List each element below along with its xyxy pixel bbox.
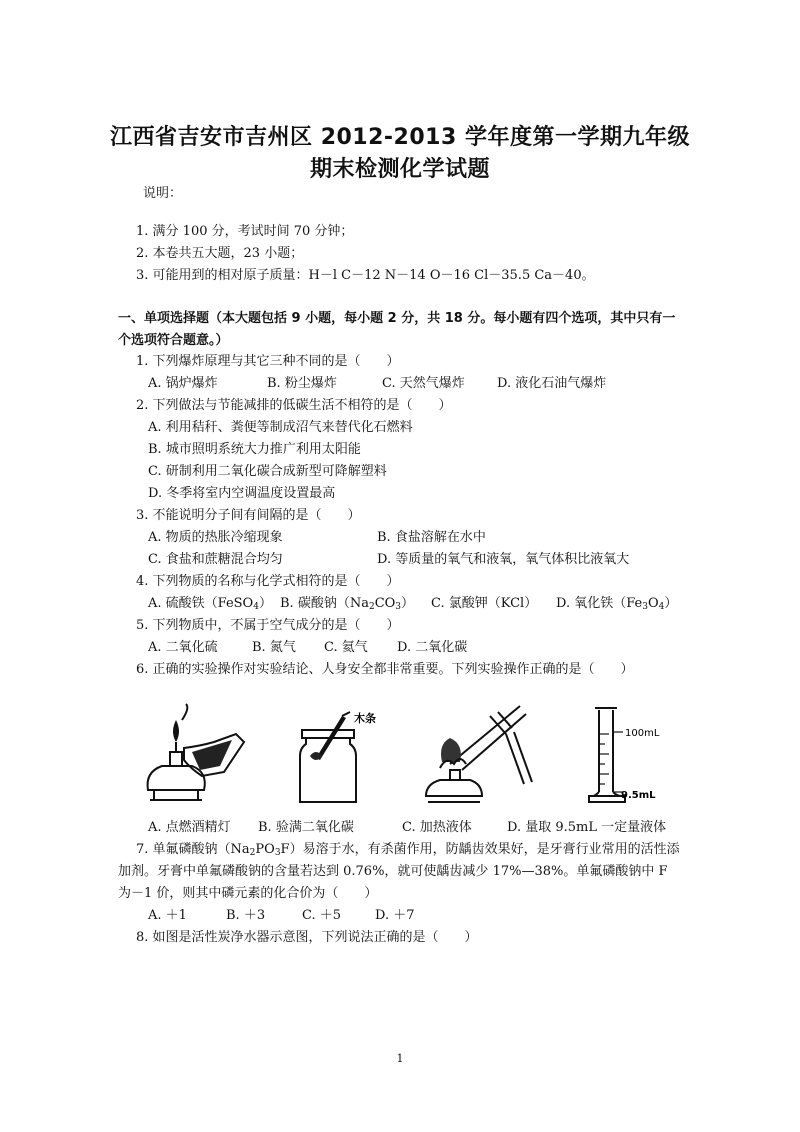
q3-stem: 3. 不能说明分子间有间隔的是（ ） — [136, 508, 361, 523]
q7-line3: 为－1 价，则其中磷元素的化合价为（ ） — [118, 886, 378, 901]
figure-measuring-cylinder — [585, 704, 695, 806]
intro-label: 说明： — [143, 186, 183, 201]
q5-option-c: C. 氦气 — [324, 640, 368, 655]
q7-option-b: B. ＋3 — [226, 908, 266, 923]
q7-option-c: C. ＋5 — [302, 908, 342, 923]
q2-option-d: D. 冬季将室内空调温度设置最高 — [148, 486, 336, 501]
document-title-line2: 期末检测化学试题 — [309, 157, 490, 182]
document-title-line1: 江西省吉安市吉州区 2012-2013 学年度第一学期九年级 — [110, 125, 690, 150]
q3-option-c: C. 食盐和蔗糖混合均匀 — [148, 552, 283, 567]
q7-line2: 加剂。牙膏中单氟磷酸钠的含量若达到 0.76%，就可使龋齿减少 17%—38%。单氟磷酸钠中 F — [118, 864, 668, 879]
q1-option-a: A. 锅炉爆炸 — [148, 376, 218, 391]
q3-option-a: A. 物质的热胀冷缩现象 — [148, 530, 283, 545]
q2-option-c: C. 研制利用二氧化碳合成新型可降解塑料 — [148, 464, 387, 479]
q8-stem: 8. 如图是活性炭净水器示意图，下列说法正确的是（ ） — [136, 930, 478, 945]
q7-option-d: D. ＋7 — [375, 908, 415, 923]
q1-option-c: C. 天然气爆炸 — [382, 376, 465, 391]
q3-option-d: D. 等质量的氧气和液氧，氧气体积比液氧大 — [377, 552, 630, 567]
q6-option-b: B. 验满二氧化碳 — [258, 820, 354, 835]
label-9-5ml: 9.5mL — [621, 790, 656, 801]
q4-stem: 4. 下列物质的名称与化学式相符的是（ ） — [136, 574, 400, 589]
intro-item-2: 2. 本卷共五大题，23 小题； — [136, 246, 304, 261]
q5-stem: 5. 下列物质中，不属于空气成分的是（ ） — [136, 618, 400, 633]
q4-option-b: B. 碳酸钠$(Na_2CO_3)$ — [280, 596, 415, 612]
label-100ml: 100mL — [625, 728, 660, 739]
intro-item-1: 1. 满分 100 分，考试时间 70 分钟； — [136, 224, 354, 239]
q7-line1: 7. 单氟磷酸钠$(Na_2PO_3F)$易溶于水，有杀菌作用，防龋齿效果好，是牙膏行业常用的活性添 — [136, 842, 680, 858]
q2-stem: 2. 下列做法与节能减排的低碳生活不相符的是（ ） — [136, 398, 452, 413]
q5-option-a: A. 二氧化硫 — [148, 640, 218, 655]
page-number: 1 — [396, 1052, 404, 1065]
q5-option-d: D. 二氧化碳 — [397, 640, 468, 655]
section1-heading-line2: 个选项符合题意。） — [118, 333, 229, 348]
intro-item-3: 3. 可能用到的相对原子质量：H－l C－12 N－14 O－16 Cl－35.5 Ca－40。 — [136, 268, 595, 283]
q2-option-a: A. 利用秸秆、粪便等制成沼气来替代化石燃料 — [148, 420, 413, 435]
q4-option-c: C. 氯酸钾（KCl） — [431, 596, 538, 611]
q4-option-a: A. 硫酸铁（FeSO$_4$） — [148, 596, 272, 612]
q7-option-a: A. ＋1 — [148, 908, 187, 923]
q6-option-d: D. 量取 9.5mL 一定量液体 — [507, 820, 667, 835]
q1-option-b: B. 粉尘爆炸 — [267, 376, 337, 391]
q1-option-d: D. 液化石油气爆炸 — [497, 376, 607, 391]
q3-option-b: B. 食盐溶解在水中 — [377, 530, 486, 545]
q1-stem: 1. 下列爆炸原理与其它三种不同的是（ ） — [136, 354, 400, 369]
figure-co2-bottle — [294, 708, 414, 808]
q2-option-b: B. 城市照明系统大力推广利用太阳能 — [148, 442, 361, 457]
figure-heating-liquid — [420, 704, 540, 810]
label-stick: 木条 — [354, 712, 376, 725]
q6-option-c: C. 加热液体 — [402, 820, 472, 835]
figure-alcohol-lamp — [140, 702, 250, 808]
q4-option-d: D. 氧化铁$(Fe_3O_4)$ — [556, 596, 678, 612]
q6-stem: 6. 正确的实验操作对实验结论、人身安全都非常重要。下列实验操作正确的是（ ） — [136, 662, 634, 677]
section1-heading-line1: 一、单项选择题（本大题包括 9 小题，每小题 2 分，共 18 分。每小题有四个选项，其中只有一 — [118, 311, 676, 326]
q5-option-b: B. 氮气 — [252, 640, 296, 655]
q6-option-a: A. 点燃酒精灯 — [148, 820, 231, 835]
